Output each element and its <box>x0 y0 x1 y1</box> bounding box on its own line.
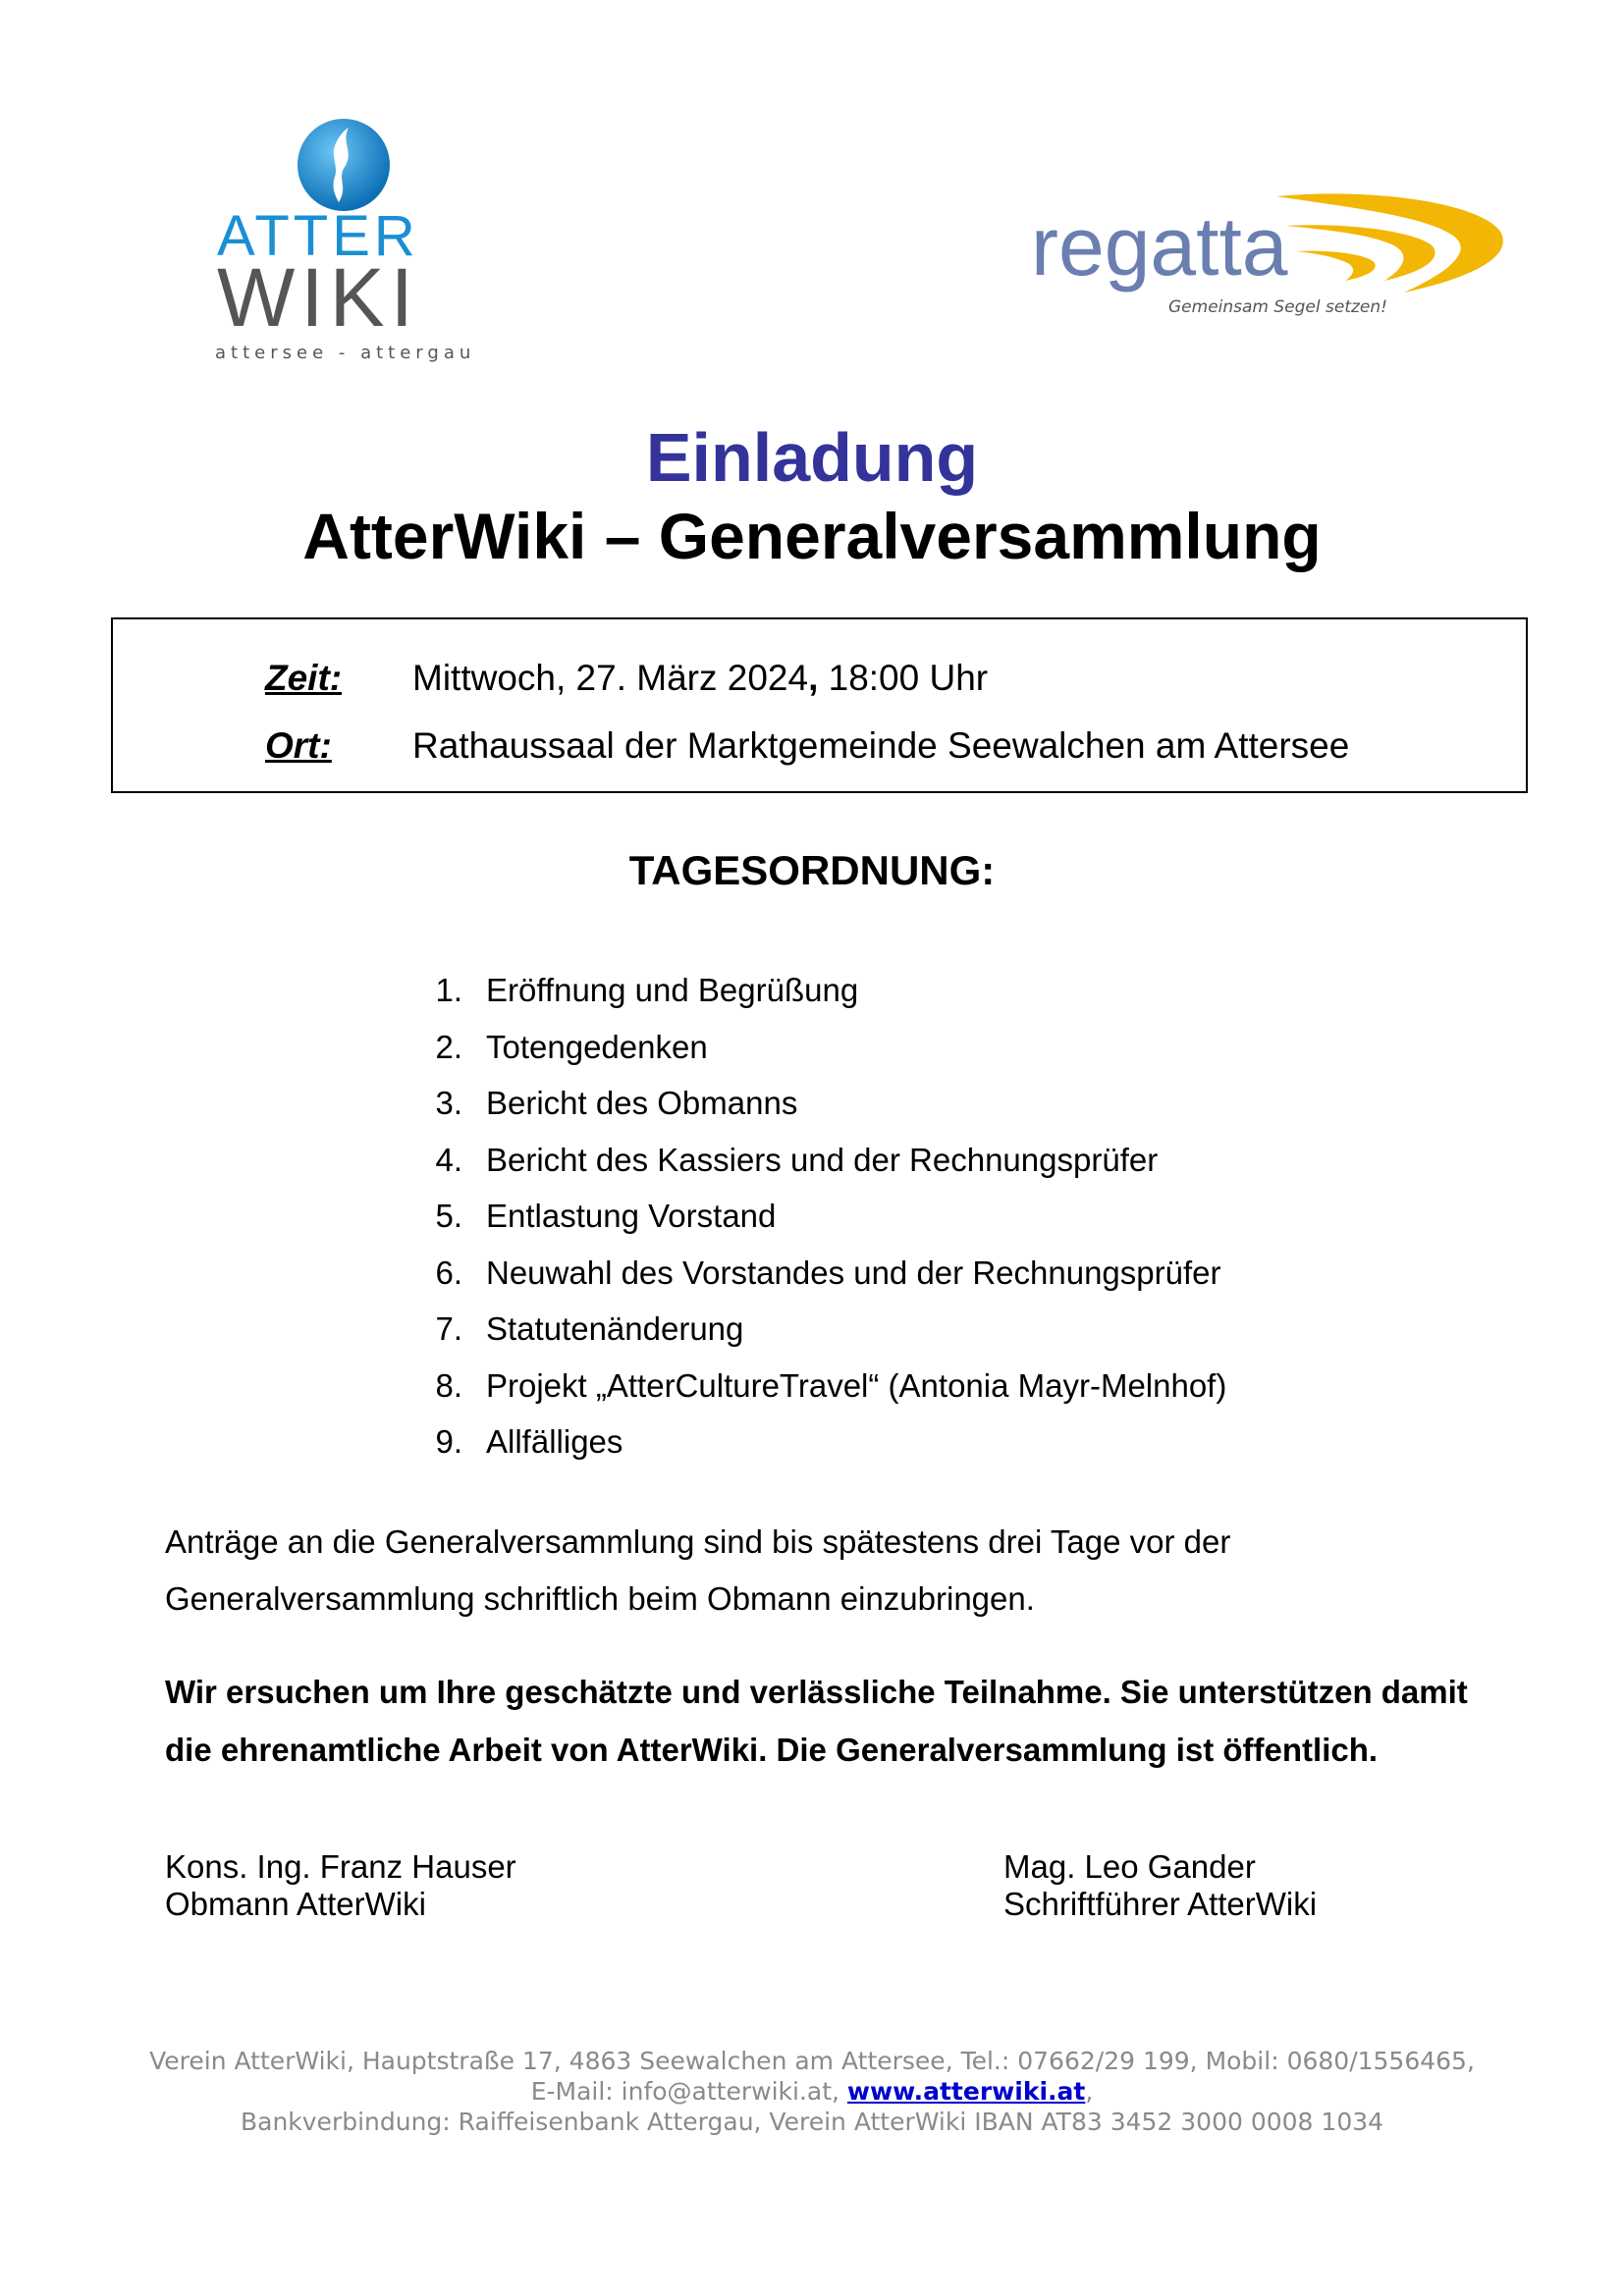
signature-right-role: Schriftführer AtterWiki <box>1003 1886 1318 1922</box>
atterwiki-logo <box>211 118 486 373</box>
list-item-number: 8. <box>435 1367 462 1404</box>
appeal-line-1: Wir ersuchen um Ihre geschätzte und verlässliche Teilnahme. Sie unterstützen damit <box>165 1674 1468 1710</box>
footer-address: Verein AtterWiki, Hauptstraße 17, 4863 Seewalchen am Attersee, Tel.: 07662/29 199, Mobil: 0680/1556465, <box>149 2047 1475 2075</box>
list-item-text: Allfälliges <box>486 1423 623 1460</box>
signature-right-name: Mag. Leo Gander <box>1003 1848 1256 1885</box>
list-item-text: Totengedenken <box>486 1029 708 1065</box>
footer-contact <box>0 2077 1624 2107</box>
list-item-number: 6. <box>435 1255 462 1291</box>
list-item-text: Bericht des Kassiers und der Rechnungsprüfer <box>486 1142 1159 1178</box>
atterwiki-logo-graphic <box>211 118 486 373</box>
list-item-text: Bericht des Obmanns <box>486 1085 798 1121</box>
swoosh-icon-small <box>1296 251 1376 281</box>
logo-wiki-text: WIKI <box>217 251 419 344</box>
website-link[interactable]: www.atterwiki.at <box>846 2077 1086 2106</box>
list-item-number: 4. <box>435 1142 462 1178</box>
list-item-number: 1. <box>435 972 462 1008</box>
time-hour: 18:00 Uhr <box>818 658 989 698</box>
regatta-logo-graphic <box>1031 187 1522 324</box>
agenda-heading: TAGESORDNUNG: <box>628 847 996 893</box>
list-item-number: 7. <box>435 1310 462 1347</box>
list-item-text: Statutenänderung <box>486 1310 744 1347</box>
list-item-number: 5. <box>435 1198 462 1234</box>
regatta-wordmark: regatta <box>1031 200 1288 293</box>
signature-left-role: Obmann AtterWiki <box>165 1886 426 1922</box>
regatta-tagline: Gemeinsam Segel setzen! <box>1168 297 1387 317</box>
note-line-2: Generalversammlung schriftlich beim Obmann einzubringen. <box>165 1580 1035 1617</box>
logo-tagline: attersee - attergau <box>215 343 476 363</box>
regatta-logo <box>1031 187 1522 324</box>
signature-left-name: Kons. Ing. Franz Hauser <box>165 1848 516 1885</box>
time-label: Zeit: <box>265 658 343 698</box>
list-item-number: 2. <box>435 1029 462 1065</box>
list-item-text: Entlastung Vorstand <box>486 1198 777 1234</box>
footer-bank: Bankverbindung: Raiffeisenbank Attergau, Verein AtterWiki IBAN AT83 3452 3000 0008 1034 <box>240 2108 1384 2136</box>
time-date: Mittwoch, 27. März 2024 <box>412 658 809 698</box>
footer-email: E-Mail: info@atterwiki.at, <box>530 2077 847 2106</box>
time-separator: , <box>808 658 819 698</box>
list-item-text: Neuwahl des Vorstandes und der Rechnungsprüfer <box>486 1255 1221 1291</box>
page-subtitle: AtterWiki – Generalversammlung <box>302 500 1322 572</box>
list-item-number: 3. <box>435 1085 462 1121</box>
note-line-1: Anträge an die Generalversammlung sind bis spätestens drei Tage vor der <box>165 1523 1231 1560</box>
page-title: Einladung <box>645 419 979 496</box>
place-value: Rathaussaal der Marktgemeinde Seewalchen am Attersee <box>412 725 1350 766</box>
appeal-line-2: die ehrenamtliche Arbeit von AtterWiki. Die Generalversammlung ist öffentlich. <box>165 1732 1379 1768</box>
list-item-number: 9. <box>435 1423 462 1460</box>
list-item-text: Projekt „AtterCultureTravel“ (Antonia Mayr-Melnhof) <box>486 1367 1227 1404</box>
footer-comma: , <box>1085 2077 1094 2106</box>
time-value <box>412 657 988 700</box>
place-label: Ort: <box>265 725 332 766</box>
logo-atter-text: ATTER <box>217 204 419 268</box>
list-item-text: Eröffnung und Begrüßung <box>486 972 859 1008</box>
